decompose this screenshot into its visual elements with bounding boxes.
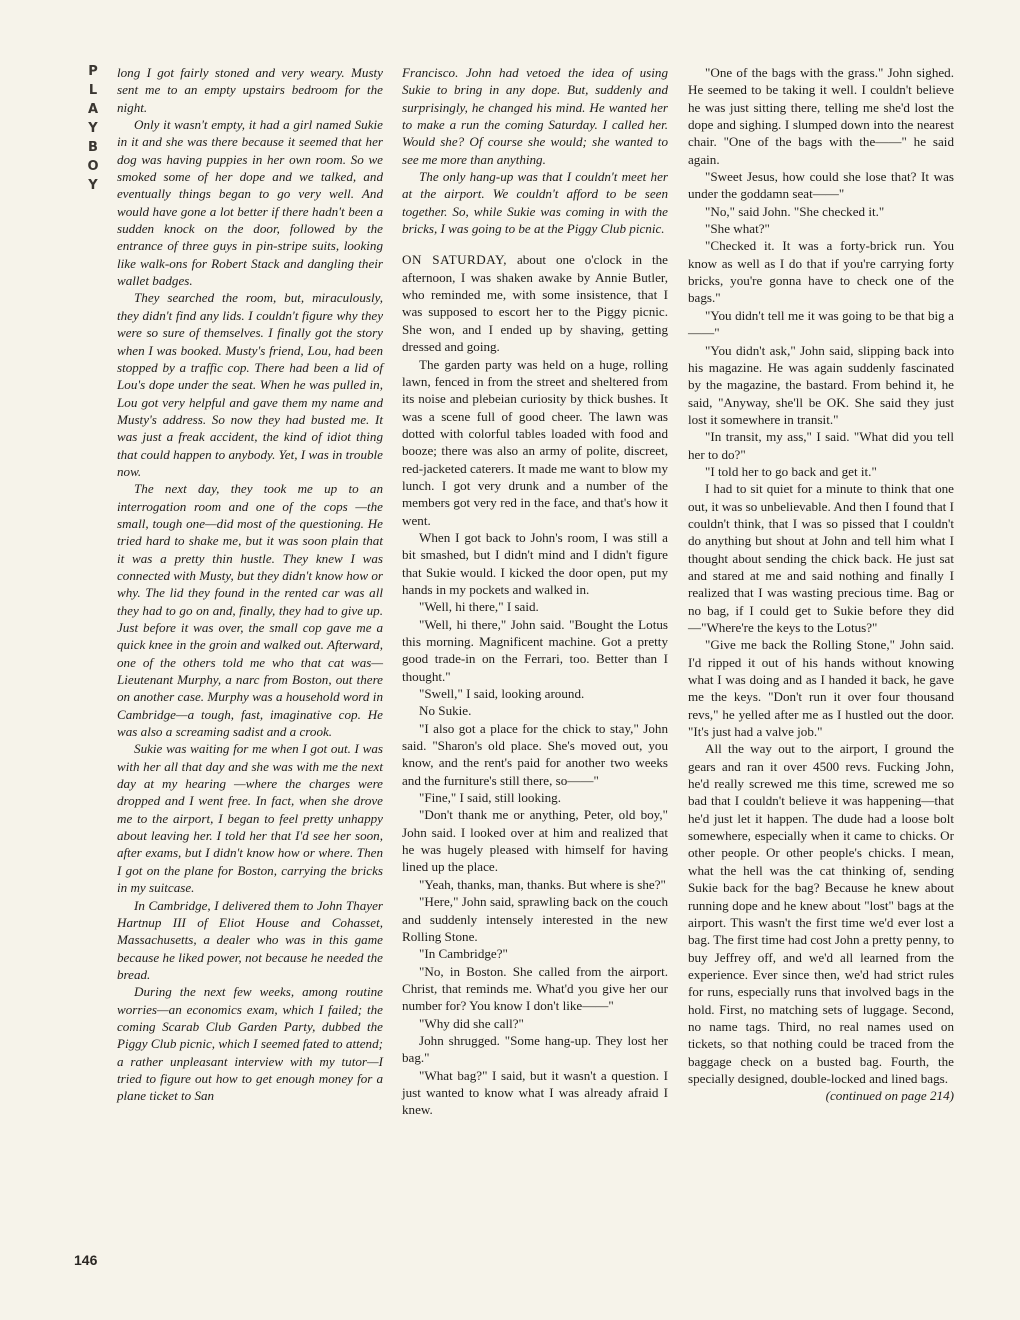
paragraph: The next day, they took me up to an interrogation room and one of the cops —the small, tough one—did most of the questioning. He tried hard to shake me, but it was soon plain that it was a pretty thin hustle. They knew I was connected with Musty, but they didn't know how or why. The lid they found in the rented car was all they had to go on and, finally, they had to give up. Just before it was over, the small cop gave me a quick knee in the groin and walked out. Afterward, one of the others told me who that cat was—Lieutenant Murphy, a narc from Boston, out there on another case. Murphy was a household word in Cambridge—a tough, fast, imaginative cop. He was also a screaming sadist and a crook. [117, 481, 383, 740]
paragraph: "In transit, my ass," I said. "What did you tell her to do?" [688, 429, 954, 462]
section-break [402, 237, 668, 251]
paragraph: "Swell," I said, looking around. [419, 686, 585, 702]
paragraph: "Give me back the Rolling Stone," John said. I'd ripped it out of his hands without knowing what I was doing and as I handed it back, he gave me the keys. "Don't run it over four thousand revs," he yelled after me as I hustled out the door. "It's just had a valve job." [688, 637, 954, 740]
page-number: 146 [74, 1252, 98, 1268]
article-column-1 [117, 64, 383, 1105]
paragraph: "No, in Boston. She called from the airport. Christ, that reminds me. What'd you give her our number for? You know I don't like——" [402, 963, 668, 1014]
section-lead-paragraph [402, 251, 668, 355]
paragraph: "Don't thank me or anything, Peter, old boy," John said. I looked over at him and realized that he was hugely pleased with himself for having lined up the place. [402, 807, 668, 875]
paragraph: "Why did she call?" [419, 1015, 524, 1031]
section-lead-caps: ON SATURDAY, [402, 252, 508, 268]
masthead-letter: A [87, 102, 99, 117]
paragraph: long I got fairly stoned and very weary. Musty sent me to an empty upstairs bedroom for the night. [117, 65, 383, 115]
paragraph: "Checked it. It was a forty-brick run. You know as well as I do that if you're carrying forty bricks, you're gonna have to check one of the bags." [688, 238, 954, 306]
paragraph: "You didn't ask," John said, slipping back into his magazine. He was again suddenly fascinated by the magazine, the bastard. From behind it, he said, "Anyway, she'll be OK. She said they just lost it somewhere in transit." [688, 342, 954, 427]
paragraph: Francisco. John had vetoed the idea of using Sukie to bring in any dope. But, suddenly and surprisingly, he changed his mind. He wanted her to make a run the coming Saturday. I called her. Would she? Of course she would; she wanted to see me more than anything. [402, 65, 668, 167]
paragraph: "I told her to go back and get it." [705, 463, 877, 479]
paragraph: "No," said John. "She checked it." [705, 203, 885, 219]
article-column-2 [402, 64, 668, 1119]
paragraph: All the way out to the airport, I ground the gears and ran it over 4500 revs. Fucking John, he'd really screwed me this time, screwed me so bad that I couldn't believe it was happening—that he'd just let it happen. The dude had a loose bolt somewhere, especially when it came to chicks. Or other people. Or other people's chicks. I mean, what the hell was the cat thinking of, sending Sukie back for the bag? Because he knew about running dope and he knew about "lost" bags at the airport. This wasn't the first time we'd ever lost a bag. The first time had cost John a pretty penny, to buy Jeffrey off, and we'd all learned from the experience. Ever since then, we'd had strict rules for runs, especially runs that involved bags in the hold. First, no matching sets of luggage. Second, no name tags. Third, no real names used on tickets, so that nothing could be traced from the baggage check on a busted bag. Fourth, the specially designed, double-locked and lined bags. [688, 741, 954, 1086]
paragraph: In Cambridge, I delivered them to John Thayer Hartnup III of Eliot House and Cohasset, Massachusetts, a dealer who was in this game because he liked power, not because he needed the bread. [117, 897, 383, 982]
magazine-masthead [80, 62, 106, 195]
paragraph: "She what?" [705, 221, 770, 237]
masthead-letter: Y [88, 121, 98, 136]
paragraph: "I also got a place for the chick to stay," John said. "Sharon's old place. She's moved out, you know, and the rent's paid for another two weeks and the furniture's still there, so——" [402, 720, 668, 788]
italic-passage [402, 64, 668, 237]
article-column-3 [688, 64, 954, 1105]
masthead-letter: L [88, 83, 98, 98]
paragraph: Sukie was waiting for me when I got out. I was with her all that day and she was with me the next day at my hearing —where the charges were dropped and I went free. In fact, when she drove me to the airport, I began to feel pretty unhappy about leaving her. I told her that I'd see her soon, after exams, but I didn't know how or where. Then I got on the plane for Boston, carrying the bricks in my suitcase. [117, 741, 383, 896]
paragraph: "What bag?" I said, but it wasn't a question. I just wanted to know what I was already afraid I knew. [402, 1067, 668, 1118]
continuation-note: (continued on page 214) [825, 1088, 954, 1104]
masthead-letter: O [87, 159, 99, 174]
paragraph: "In Cambridge?" [419, 946, 508, 962]
masthead-letter: P [88, 64, 98, 79]
paragraph: When I got back to John's room, I was still a bit smashed, but I didn't mind and I didn't figure that Sukie would. I kicked the door open, put my hands in my pockets and walked in. [402, 529, 668, 597]
paragraph: Only it wasn't empty, it had a girl named Sukie in it and she was there because it seemed that her dog was having puppies in her own room. So we smoked some of her dope and we talked, and eventually things began to go very well. And would have gone a lot better if there hadn't been a sudden knock on the door, followed by the entrance of three guys in pin-stripe suits, looking like walk-ons for Robert Stack and dangling their wallet badges. [117, 117, 383, 289]
paragraph: "You didn't tell me it was going to be that big a——" [688, 307, 954, 341]
paragraph: They searched the room, but, miraculously, they didn't find any lids. I couldn't figure why they were so sure of themselves. I finally got the story when I was booked. Musty's friend, Lou, had been stopped by a traffic cop. There had been a lid of Lou's dope under the seat. When he was pulled in, Lou got very helpful and gave them my name and Musty's address. So now they had busted me. It was just a freak accident, the kind of idiot thing that could happen to anybody. Yet, I was in trouble now. [117, 290, 383, 479]
paragraph: No Sukie. [419, 703, 472, 719]
masthead-letter: B [88, 140, 98, 155]
paragraph: During the next few weeks, among routine worries—an economics exam, which I failed; the coming Scarab Club Garden Party, dubbed the Piggy Club picnic, which I seemed fated to attend; a rather unpleasant interview with my tutor—I tried to figure out how to get enough money for a plane ticket to San [117, 984, 383, 1104]
paragraph: "Here," John said, sprawling back on the couch and suddenly intensely interested in the new Rolling Stone. [402, 894, 668, 944]
paragraph: "Yeah, thanks, man, thanks. But where is she?" [419, 876, 666, 892]
paragraph: The only hang-up was that I couldn't meet her at the airport. We couldn't afford to be seen together. So, while Sukie was coming in with the bricks, I was going to be at the Piggy Club picnic. [402, 169, 668, 237]
paragraph: John shrugged. "Some hang-up. They lost her bag." [402, 1032, 668, 1066]
masthead-letter: Y [88, 178, 98, 193]
paragraph: I had to sit quiet for a minute to think that one out, it was so unbelievable. And then I found that I couldn't think, that I was so pissed that I couldn't do anything but shout at John and tell him what I thought about sending the chick back. He just sat and stared at me and said nothing and finally I realized that I was wasting precious time. Bag or no bag, if I could get to Sukie before they did—"Where're the keys to the Lotus?" [688, 481, 954, 635]
paragraph: "Fine," I said, still looking. [419, 790, 562, 806]
paragraph: "Sweet Jesus, how could she lose that? It was under the goddamn seat——" [688, 169, 954, 202]
paragraph: The garden party was held on a huge, rolling lawn, fenced in from the street and sheltered from its noise and plebeian curiosity by thick bushes. It was a scene full of good cheer. The lawn was dotted with colorful tables loaded with food and booze; there was also an army of polite, discreet, red-jacketed caterers. It made me want to blow my lunch. I got very drunk and a number of the members got very red in the face, and that's how it went. [402, 356, 668, 528]
paragraph: "One of the bags with the grass." John sighed. He seemed to be taking it well. I couldn't believe he was just sitting there, telling me she'd lost the dope and sighing. I slumped down into the nearest chair. "One of the bags with the——" he said again. [688, 65, 954, 167]
paragraph: "Well, hi there," John said. "Bought the Lotus this morning. Magnificent machine. Got a pretty good trade-in on the Ferrari, too. Better than I thought." [402, 616, 668, 684]
paragraph-text: about one o'clock in the afternoon, I was shaken awake by Annie Butler, who reminded me, with some insistence, that I was supposed to escort her to the Piggy picnic. She won, and I ended up by shaving, getting dressed and going. [402, 252, 668, 355]
paragraph: "Well, hi there," I said. [419, 599, 539, 615]
